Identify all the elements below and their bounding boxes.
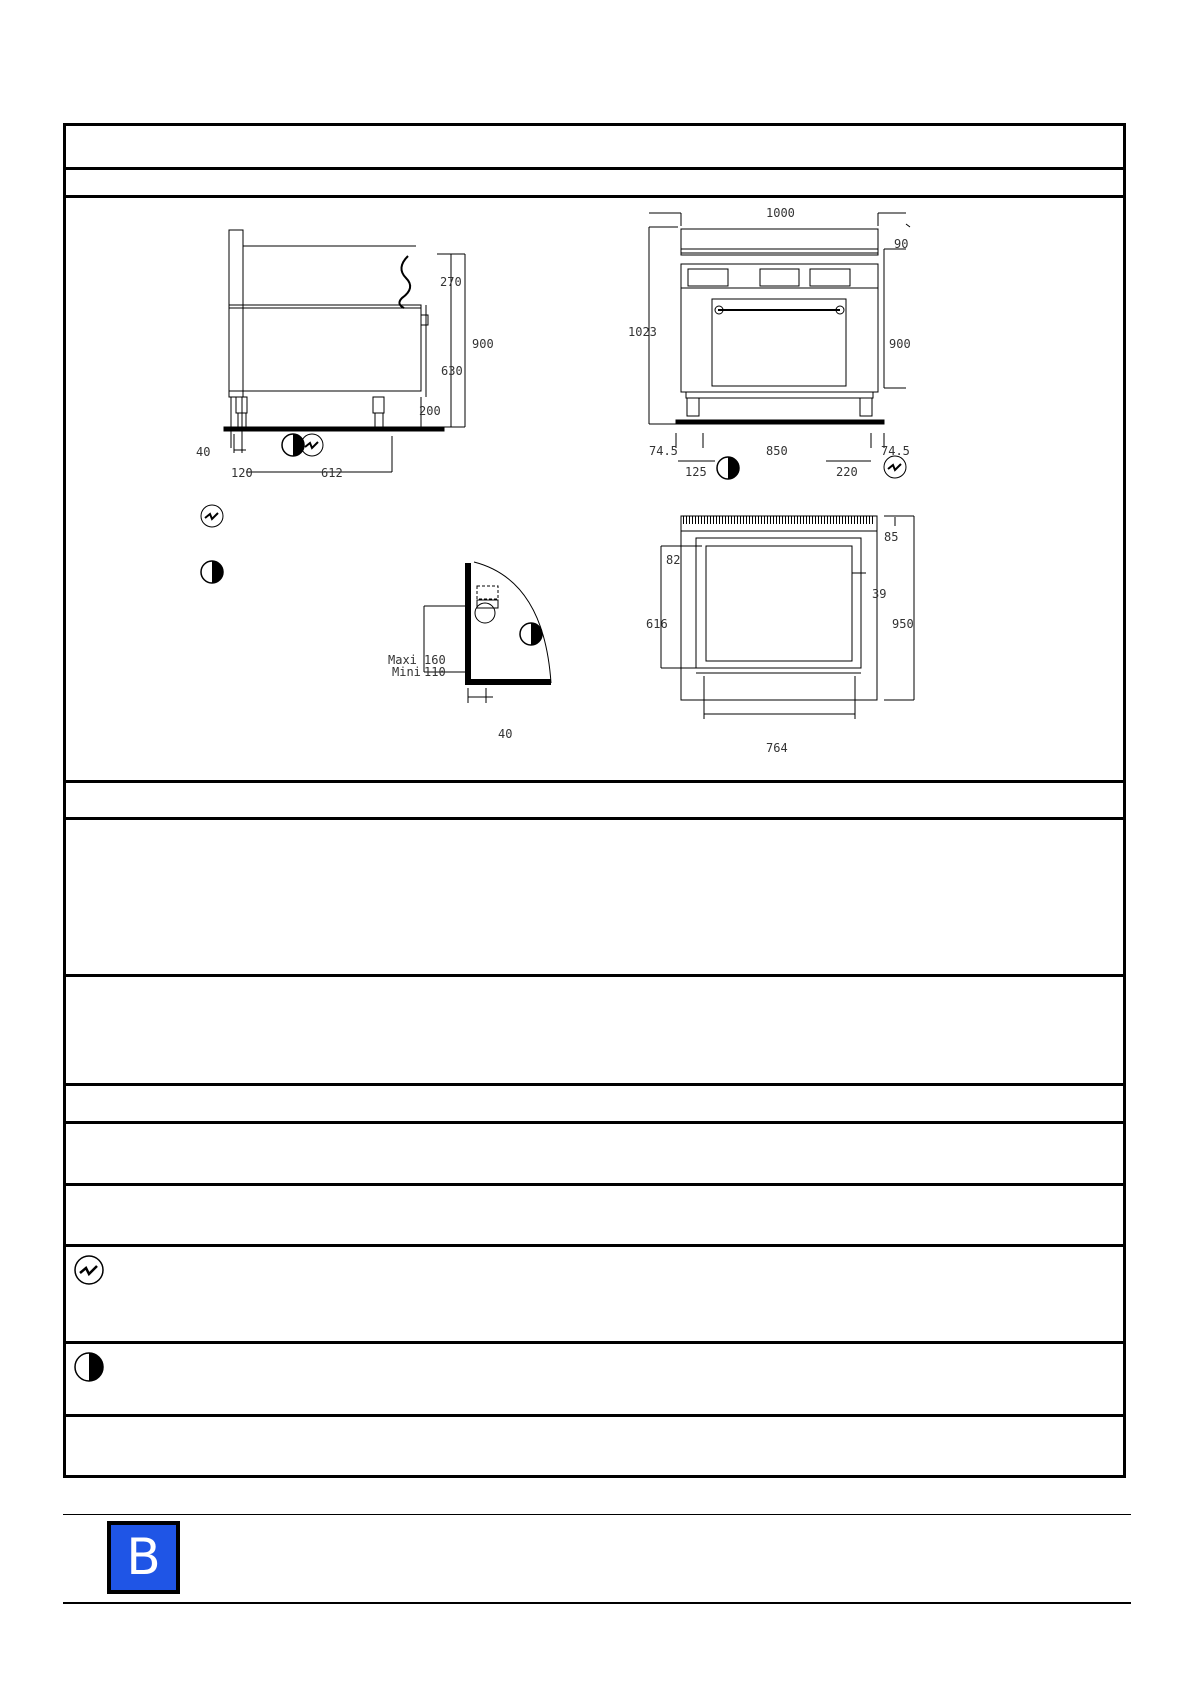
section-header-row <box>66 783 1123 820</box>
wall-maxi-value: 160 <box>424 653 446 667</box>
dim-elec-offset: 220 <box>836 465 858 479</box>
dim-plate-width: 764 <box>766 741 788 755</box>
notes-row <box>66 1417 1123 1475</box>
dim-total-height: 900 <box>472 337 494 351</box>
front-view <box>649 213 910 461</box>
dim-backsplash: 90 <box>894 237 909 251</box>
dim-conn-distance: 612 <box>321 466 343 480</box>
description-row <box>66 820 1123 977</box>
dim-left-margin: 74.5 <box>649 444 678 458</box>
gas-connection-icon <box>717 457 739 479</box>
subtitle-row <box>66 170 1123 198</box>
wall-mini-label: Mini <box>392 665 421 679</box>
wall-maxi-label: Maxi <box>388 653 417 667</box>
technical-drawing <box>66 198 1123 780</box>
dim-left-offset: 40 <box>196 445 211 459</box>
brand-logo-letter: B <box>111 1525 176 1590</box>
top-view <box>661 516 914 719</box>
gas-connection-icon <box>201 561 223 583</box>
gas-connection-icon <box>72 1350 106 1384</box>
footer-divider <box>63 1602 1131 1604</box>
dim-gas-offset: 125 <box>685 465 707 479</box>
accessories-row <box>66 1186 1123 1247</box>
dim-plate-depth: 616 <box>646 617 668 631</box>
title-row <box>66 126 1123 170</box>
dim-width: 1000 <box>766 206 795 220</box>
dim-conn-offset: 120 <box>231 466 253 480</box>
electric-connection-icon <box>72 1253 106 1287</box>
gas-row <box>66 1344 1123 1417</box>
wall-gap: 40 <box>498 727 513 741</box>
footer-divider <box>63 1514 1131 1515</box>
dim-right-margin: 74.5 <box>881 444 910 458</box>
dim-height: 900 <box>889 337 911 351</box>
dim-body-height: 630 <box>441 364 463 378</box>
gas-connection-icon <box>520 623 542 645</box>
dim-overall-height: 1023 <box>628 325 657 339</box>
brand-logo <box>107 1521 180 1594</box>
spec-sheet <box>63 123 1126 1478</box>
dim-side: 39 <box>872 587 887 601</box>
dim-leg-span: 850 <box>766 444 788 458</box>
drawing-row <box>66 198 1123 783</box>
features-row <box>66 977 1123 1086</box>
dim-depth: 950 <box>892 617 914 631</box>
dim-top-height: 270 <box>440 275 462 289</box>
dim-leg-height: 200 <box>419 404 441 418</box>
side-view <box>224 230 465 472</box>
options-row <box>66 1124 1123 1186</box>
gas-connection-icon <box>282 434 304 456</box>
dim-frame: 82 <box>666 553 681 567</box>
electric-connection-icon <box>201 505 223 527</box>
wall-mini-value: 110 <box>424 665 446 679</box>
options-header-row <box>66 1086 1123 1124</box>
electric-row <box>66 1247 1123 1344</box>
dim-back: 85 <box>884 530 899 544</box>
electric-connection-icon <box>884 456 906 478</box>
